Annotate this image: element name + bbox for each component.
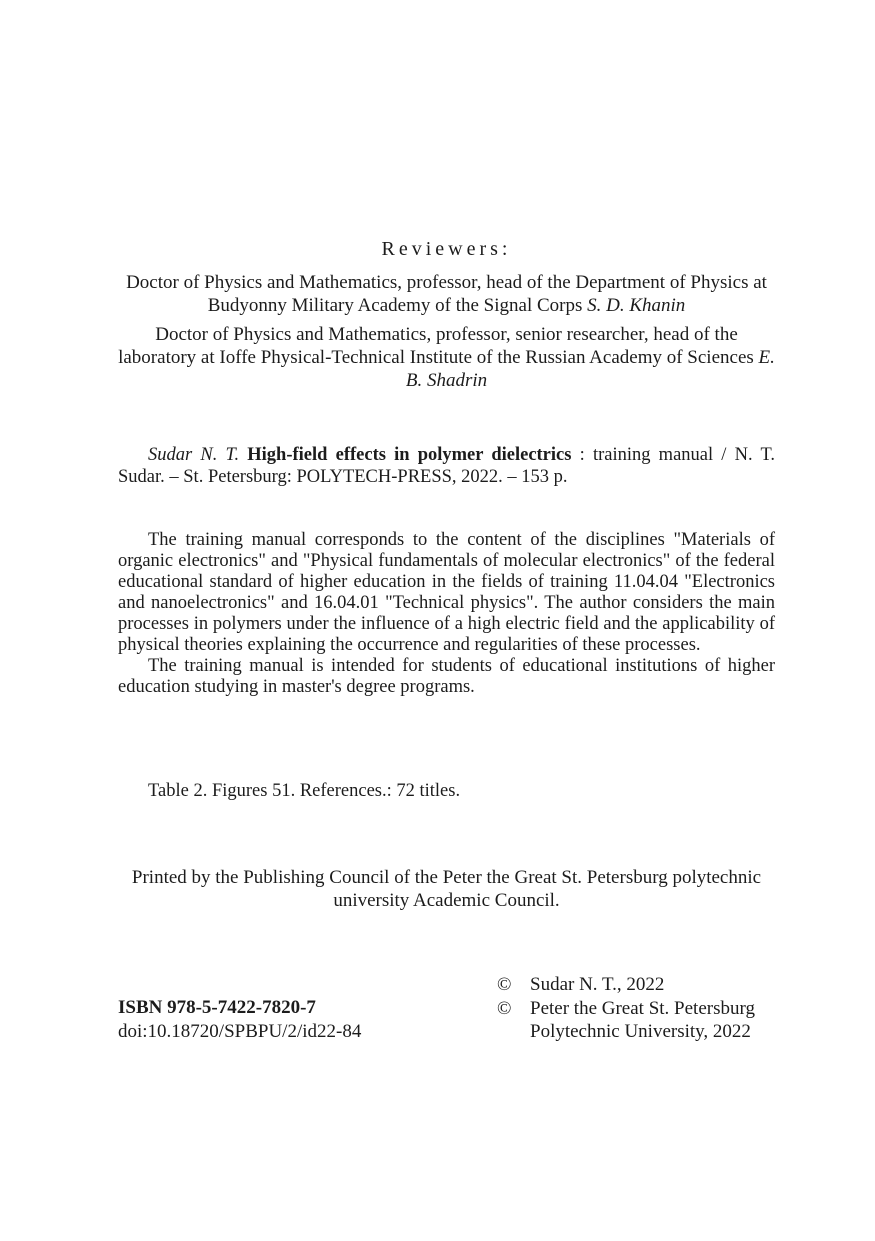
reviewer-name: S. D. Khanin bbox=[587, 295, 686, 316]
bibliographic-entry bbox=[118, 444, 775, 488]
abstract-block bbox=[118, 530, 775, 698]
copyright-text: Sudar N. T., 2022 bbox=[530, 974, 665, 995]
reviewer-entry-1 bbox=[118, 271, 775, 317]
copyright-symbol: © bbox=[497, 997, 512, 1019]
copyright-text: Peter the Great St. Petersburg bbox=[530, 997, 755, 1019]
reviewers-heading: Reviewers: bbox=[381, 238, 512, 260]
bib-details: : training manual / N. T. Sudar. – St. Petersburg: POLYTECH-PRESS, 2022. – 153 p. bbox=[118, 445, 776, 487]
copyright-symbol bbox=[497, 1020, 530, 1044]
copyright-line-2 bbox=[497, 997, 755, 1021]
bib-title: High-field effects in polymer dielectrics bbox=[247, 445, 572, 465]
copyright-text: Polytechnic University, 2022 bbox=[530, 1021, 751, 1042]
isbn: ISBN 978-5-7422-7820-7 bbox=[118, 997, 316, 1018]
abstract-paragraph-1: The training manual corresponds to the content of the disciplines "Materials of organic electronics" and "Physical fundamentals of molecular electronics" of the federal educational standard of higher education in the fields of training 11.04.04 "Electronics and nanoelectronics" and 16.04.01 "Technical physics". The author considers the main processes in polymers under the influence of a high electric field and the applicability of physical theories explaining the occurrence and regularities of these processes. bbox=[118, 530, 775, 655]
copyright-line-1 bbox=[497, 973, 755, 997]
identifiers-block bbox=[118, 996, 361, 1043]
stats-line: Table 2. Figures 51. References.: 72 titles. bbox=[148, 781, 461, 801]
reviewer-name: E. B. Shadrin bbox=[405, 347, 775, 391]
reviewer-description: Doctor of Physics and Mathematics, professor, head of the Department of Physics at Budyonny Military Academy of the Signal Corps bbox=[126, 272, 767, 316]
reviewer-description: Doctor of Physics and Mathematics, professor, senior researcher, head of the laboratory at Ioffe Physical-Technical Institute of the Russian Academy of Sciences bbox=[118, 324, 754, 368]
reviewer-entry-2 bbox=[118, 323, 775, 392]
copyright-symbol: © bbox=[497, 974, 512, 995]
abstract-paragraph-2: The training manual is intended for students of educational institutions of higher education studying in master's degree programs. bbox=[118, 656, 775, 697]
copyright-line-3 bbox=[497, 1020, 755, 1044]
doi: doi:10.18720/SPBPU/2/id22-84 bbox=[118, 1020, 362, 1042]
copyright-block bbox=[497, 973, 755, 1044]
bib-author: Sudar N. T. bbox=[148, 445, 240, 465]
imprint-statement: Printed by the Publishing Council of the Peter the Great St. Petersburg polytechnic university Academic Council. bbox=[131, 867, 762, 911]
